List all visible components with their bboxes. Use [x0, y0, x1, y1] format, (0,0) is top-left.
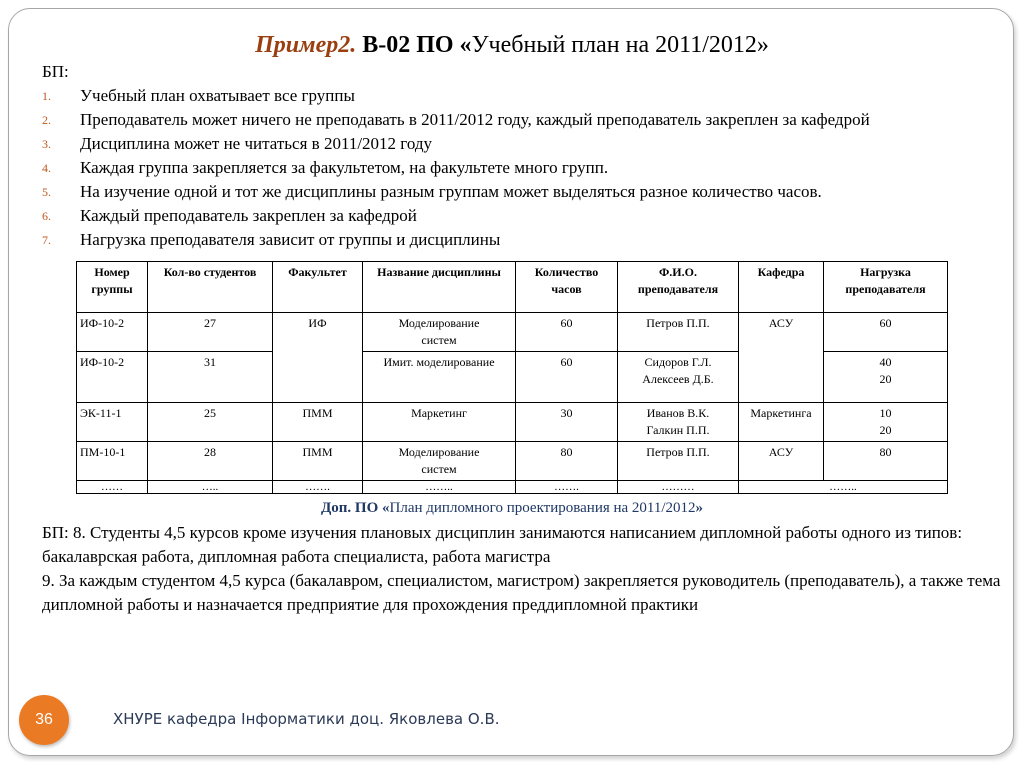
business-rules-list [42, 84, 870, 252]
load-line: 10 [879, 406, 892, 420]
dop-heading [0, 497, 1024, 519]
table-row-ellipsis [77, 481, 948, 494]
rule-number: 2. [42, 113, 51, 127]
header-load: Нагрузка преподавателя [824, 262, 948, 313]
teacher-line: Алексеев Д.Б. [642, 372, 714, 386]
slide-title [0, 30, 1024, 60]
cell-students: 28 [148, 442, 273, 481]
load-line: 20 [879, 423, 892, 437]
cell-ellipsis: …….. [739, 481, 948, 494]
rule-number: 1. [42, 89, 51, 103]
table-row [77, 313, 948, 352]
cell-students: 27 [148, 313, 273, 352]
rule-item-1 [42, 84, 870, 108]
teacher-line: Иванов В.К. [646, 406, 710, 420]
header-teacher: Ф.И.О. преподавателя [618, 262, 739, 313]
rule-text: Учебный план охватывает все группы [80, 86, 355, 105]
cell-faculty: ПММ [273, 403, 363, 442]
table-row [77, 442, 948, 481]
cell-group: ЭК-11-1 [77, 403, 148, 442]
rule-item-4 [42, 156, 870, 180]
teacher-line: Галкин П.П. [646, 423, 710, 437]
header-department: Кафедра [739, 262, 824, 313]
cell-hours: 60 [516, 313, 618, 352]
cell-teacher [618, 352, 739, 403]
rule-text: Преподаватель может ничего не преподавать в 2011/2012 году, каждый преподаватель закреплен за кафедрой [80, 110, 870, 129]
rule-text: Каждая группа закрепляется за факультетом, на факультете много групп. [80, 158, 609, 177]
header-faculty: Факультет [273, 262, 363, 313]
cell-group: ИФ-10-2 [77, 313, 148, 352]
rule-item-5 [42, 180, 870, 204]
cell-ellipsis: ……… [618, 481, 739, 494]
title-prefix: Пример2. [255, 32, 357, 58]
rule-item-7 [42, 228, 870, 252]
cell-students: 31 [148, 352, 273, 403]
rule-number: 4. [42, 161, 51, 175]
cell-discipline: Имит. моделирование [363, 352, 516, 403]
cell-students: 25 [148, 403, 273, 442]
dop-code: Доп. ПО « [320, 500, 390, 516]
rule-text: На изучение одной и тот же дисциплины разным группам может выделяться разное количество часов. [80, 182, 822, 201]
dop-close: » [695, 500, 704, 516]
cell-ellipsis: …….. [363, 481, 516, 494]
footer-author: ХНУРЕ кафедра Інформатики доц. Яковлева О.В. [113, 710, 500, 728]
rule-number: 5. [42, 185, 51, 199]
cell-faculty: ИФ [273, 313, 363, 403]
rule-number: 7. [42, 233, 51, 247]
cell-load: 80 [824, 442, 948, 481]
cell-discipline: Маркетинг [363, 403, 516, 442]
header-students: Кол-во студентов [148, 262, 273, 313]
load-line: 40 [879, 355, 892, 369]
rule-item-3 [42, 132, 870, 156]
table-header-row [77, 262, 948, 313]
page-number-badge: 36 [19, 695, 69, 745]
table-row [77, 403, 948, 442]
discipline-line: систем [421, 462, 457, 476]
cell-load [824, 403, 948, 442]
rule-item-2 [42, 108, 870, 132]
rule-number: 6. [42, 209, 51, 223]
title-code: В-02 ПО « [362, 32, 472, 58]
header-discipline: Название дисциплины [363, 262, 516, 313]
rule-item-6 [42, 204, 870, 228]
cell-group: ПМ-10-1 [77, 442, 148, 481]
header-group: Номер группы [77, 262, 148, 313]
thesis-rule-8: БП: 8. Студенты 4,5 курсов кроме изучения плановых дисциплин занимаются написанием дипломной работы одного из типов: бакалаврская работа, дипломная работа специалиста, работа магистра [42, 523, 963, 566]
cell-ellipsis: ……. [516, 481, 618, 494]
thesis-rule-9: 9. За каждым студентом 4,5 курса (бакалавром, специалистом, магистром) закрепляется руководитель (преподаватель), а также тема дипломной работы и назначается предприятие для прохождения преддипломной практики [42, 571, 1001, 614]
cell-hours: 30 [516, 403, 618, 442]
rule-text: Каждый преподаватель закреплен за кафедрой [80, 206, 417, 225]
study-plan-table [76, 261, 948, 494]
load-line: 20 [879, 372, 892, 386]
cell-ellipsis: ….. [148, 481, 273, 494]
cell-teacher [618, 403, 739, 442]
cell-discipline [363, 442, 516, 481]
rule-text: Дисциплина может не читаться в 2011/2012 году [80, 134, 432, 153]
cell-discipline [363, 313, 516, 352]
cell-department: АСУ [739, 442, 824, 481]
cell-department: Маркетинга [739, 403, 824, 442]
rule-number: 3. [42, 137, 51, 151]
dop-text: План дипломного проектирования на 2011/2012 [389, 500, 696, 516]
cell-load: 60 [824, 313, 948, 352]
cell-load [824, 352, 948, 403]
cell-hours: 80 [516, 442, 618, 481]
cell-teacher: Петров П.П. [618, 442, 739, 481]
cell-faculty: ПММ [273, 442, 363, 481]
rule-text: Нагрузка преподавателя зависит от группы и дисциплины [80, 230, 501, 249]
cell-department: АСУ [739, 313, 824, 403]
cell-teacher: Петров П.П. [618, 313, 739, 352]
thesis-rules [42, 521, 1002, 617]
discipline-line: систем [421, 333, 457, 347]
bp-label: БП: [42, 62, 69, 81]
teacher-line: Сидоров Г.Л. [644, 355, 712, 369]
cell-ellipsis: ……. [273, 481, 363, 494]
header-hours: Количество часов [516, 262, 618, 313]
discipline-line: Моделирование [398, 445, 480, 459]
cell-group: ИФ-10-2 [77, 352, 148, 403]
cell-ellipsis: …… [77, 481, 148, 494]
discipline-line: Моделирование [398, 316, 480, 330]
cell-hours: 60 [516, 352, 618, 403]
title-text: Учебный план на 2011/2012» [471, 32, 769, 58]
